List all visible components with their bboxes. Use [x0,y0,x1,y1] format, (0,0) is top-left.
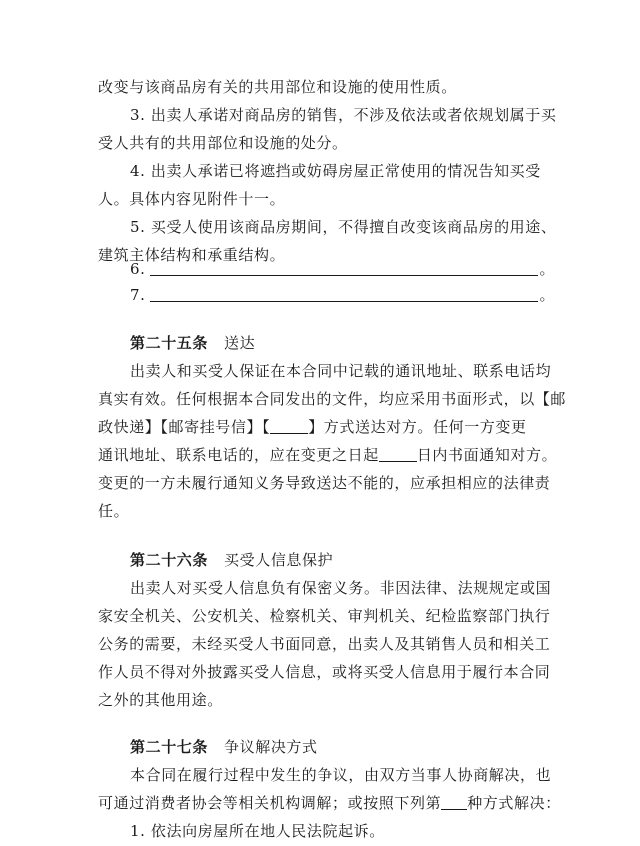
art25-line-5: 变更的一方未履行通知义务导致送达不能的，应承担相应的法律责 [98,474,551,492]
art27-item-1: 1. 依法向房屋所在地人民法院起诉。 [130,822,385,840]
notice-days-blank[interactable] [379,447,417,462]
art26-number: 第二十六条 [130,551,209,569]
art25-line-3-a: 政快递】【邮寄挂号信】【 [98,418,271,436]
art26-title: 买受人信息保护 [224,551,334,569]
art24-line-1: 改变与该商品房有关的共用部位和设施的使用性质。 [98,78,457,96]
item-7-number: 7. [130,286,146,304]
art25-line-2: 真实有效。任何根据本合同发出的文件，均应采用书面形式，以【邮 [98,390,567,408]
art25-line-1: 出卖人和买受人保证在本合同中记载的通讯地址、联系电话均 [130,362,552,380]
art27-line-1: 本合同在履行过程中发生的争议，由双方当事人协商解决，也 [130,766,552,784]
item-7-blank[interactable] [150,287,538,302]
art24-item-3-line-2: 受人共有的共用部位和设施的处分。 [98,134,348,152]
dispute-option-blank[interactable] [441,795,467,810]
item-6-number: 6. [130,260,146,278]
art24-item-5-line-1: 5. 买受人使用该商品房期间，不得擅自改变该商品房的用途、 [130,218,557,236]
art25-line-3-b: 】方式送达对方。任何一方变更 [308,418,527,436]
art27-heading [130,737,600,757]
art25-title: 送达 [224,334,256,352]
art24-item-4-line-1: 4. 出卖人承诺已将遮挡或妨碍房屋正常使用的情况告知买受 [130,162,541,180]
item-7-end: 。 [539,286,556,304]
art26-line-5: 之外的其他用途。 [98,691,223,709]
art27-line-2-b: 种方式解决： [467,794,561,812]
art26-heading [130,550,600,570]
art27-number: 第二十七条 [130,738,209,756]
delivery-method-blank[interactable] [270,419,308,434]
art25-line-4-a: 通讯地址、联系电话的，应在变更之日起 [98,446,379,464]
art26-line-3: 公务的需要，未经买受人书面同意，出卖人及其销售人员和相关工 [98,635,551,653]
art26-line-2: 家安全机关、公安机关、检察机关、审判机关、纪检监察部门执行 [98,607,551,625]
art25-heading [130,333,600,353]
item-6-end: 。 [539,260,556,278]
art25-number: 第二十五条 [130,334,209,352]
art27-line-2-a: 可通过消费者协会等相关机构调解；或按照下列第 [98,794,442,812]
art25-line-3 [98,417,568,437]
art26-line-4: 作人员不得对外披露买受人信息，或将买受人信息用于履行本合同 [98,663,551,681]
art24-item-4-line-2: 人。具体内容见附件十一。 [98,190,286,208]
art24-item-3-line-1: 3. 出卖人承诺对商品房的销售，不涉及依法或者依规划属于买 [130,106,557,124]
item-6-blank[interactable] [150,261,538,276]
art24-item-7-row [130,285,600,305]
art24-item-6-row [130,259,600,279]
art25-line-4 [98,445,568,465]
art25-line-6: 任。 [98,502,130,520]
art25-line-4-b: 日内书面通知对方。 [416,446,558,464]
art27-line-2 [98,793,568,813]
art24-item-5-line-2: 建筑主体结构和承重结构。 [98,246,286,264]
art26-line-1: 出卖人对买受人信息负有保密义务。非因法律、法规规定或国 [130,579,552,597]
art27-title: 争议解决方式 [224,738,318,756]
